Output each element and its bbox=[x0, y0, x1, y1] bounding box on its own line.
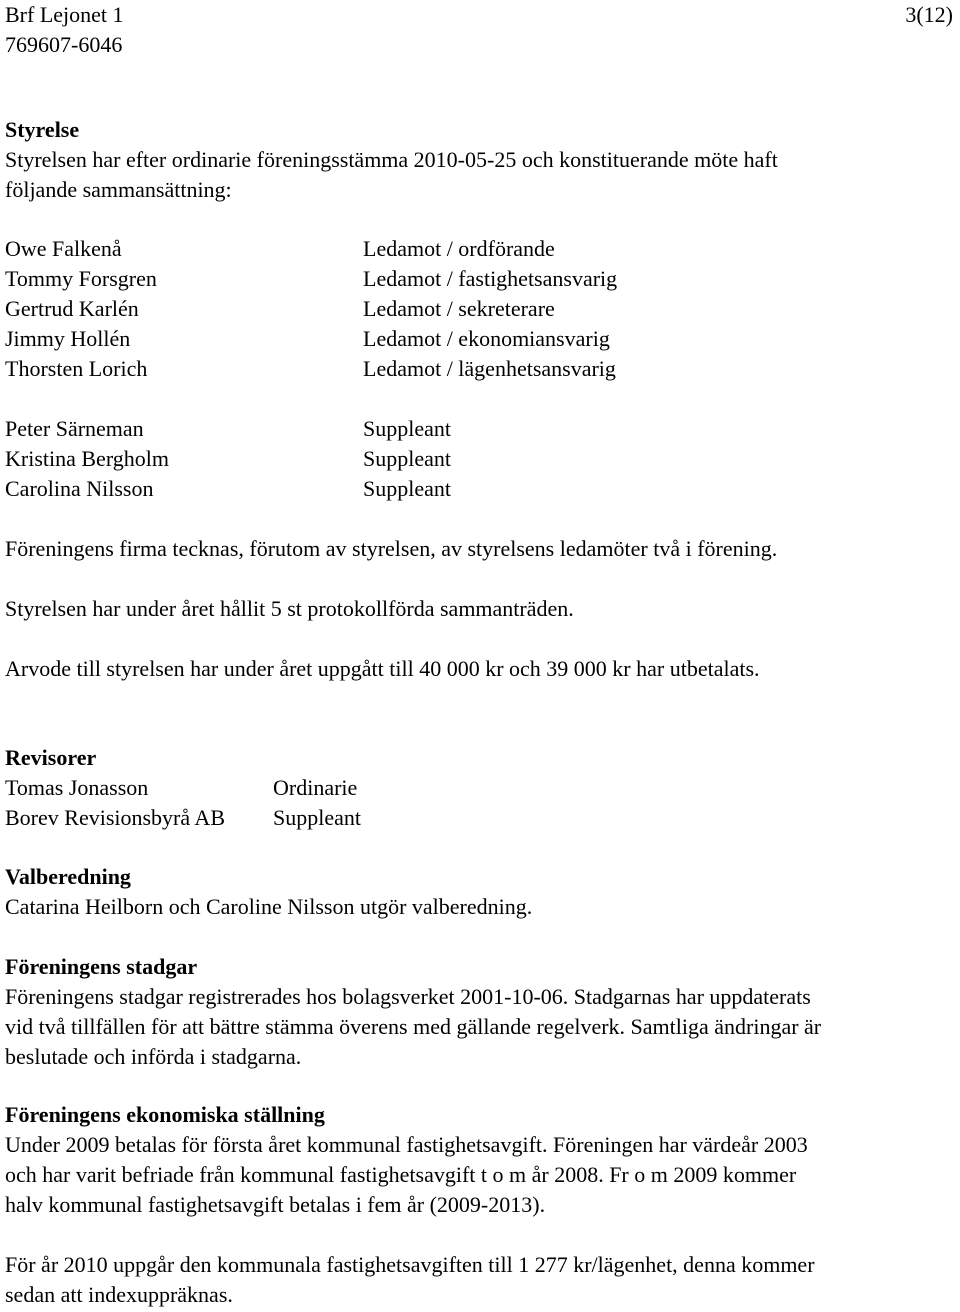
member-name: Jimmy Hollén bbox=[5, 326, 131, 351]
styrelse-heading: Styrelse bbox=[5, 117, 80, 142]
stadgar-line-2: vid två tillfällen för att bättre stämma överens med gällande regelverk. Samtliga ändringar är bbox=[5, 1014, 822, 1039]
list-item bbox=[5, 474, 705, 504]
ekonomi-line-1: Under 2009 betalas för första året kommunal fastighetsavgift. Föreningen har värdeår 2003 bbox=[5, 1132, 808, 1157]
member-role: Ledamot / ekonomiansvarig bbox=[363, 326, 610, 351]
ekonomi-section bbox=[5, 1100, 953, 1220]
meetings-text: Styrelsen har under året hållit 5 st protokollförda sammanträden. bbox=[5, 596, 574, 621]
ekonomi-line-2: och har varit befriade från kommunal fastighetsavgift t o m år 2008. Fr o m 2009 kommer bbox=[5, 1162, 797, 1187]
ekonomi-heading: Föreningens ekonomiska ställning bbox=[5, 1102, 325, 1127]
list-item bbox=[5, 354, 705, 384]
list-item bbox=[5, 234, 705, 264]
valberedning-section bbox=[5, 862, 953, 922]
list-item bbox=[5, 294, 705, 324]
ekonomi-line-3: halv kommunal fastighetsavgift betalas i fem år (2009-2013). bbox=[5, 1192, 546, 1217]
deputy-role: Suppleant bbox=[363, 416, 451, 441]
list-item bbox=[5, 773, 953, 803]
member-name: Thorsten Lorich bbox=[5, 356, 148, 381]
page-header bbox=[5, 0, 953, 60]
list-item bbox=[5, 803, 953, 833]
ekonomi-p2-line-1: För år 2010 uppgår den kommunala fastighetsavgiften till 1 277 kr/lägenhet, denna kommer bbox=[5, 1252, 815, 1277]
auditor-name: Tomas Jonasson bbox=[5, 775, 149, 800]
stadgar-line-3: beslutade och införda i stadgarna. bbox=[5, 1044, 302, 1069]
org-name: Brf Lejonet 1 bbox=[5, 2, 124, 27]
list-item bbox=[5, 264, 705, 294]
fee-text: Arvode till styrelsen har under året uppgått till 40 000 kr och 39 000 kr har utbetalats. bbox=[5, 656, 760, 681]
page-indicator: 3(12) bbox=[905, 2, 953, 27]
board-members-list bbox=[5, 234, 705, 384]
revisorer-section bbox=[5, 743, 953, 833]
deputy-name: Carolina Nilsson bbox=[5, 476, 154, 501]
stadgar-section bbox=[5, 952, 953, 1072]
auditor-role: Suppleant bbox=[273, 805, 361, 830]
revisorer-heading: Revisorer bbox=[5, 745, 97, 770]
list-item bbox=[5, 324, 705, 354]
org-number: 769607-6046 bbox=[5, 32, 123, 57]
styrelse-intro-line-2: följande sammansättning: bbox=[5, 177, 232, 202]
valberedning-heading: Valberedning bbox=[5, 864, 131, 889]
auditor-role: Ordinarie bbox=[273, 775, 358, 800]
auditor-name: Borev Revisionsbyrå AB bbox=[5, 805, 225, 830]
styrelse-intro-line-1: Styrelsen har efter ordinarie föreningsstämma 2010-05-25 och konstituerande möte haft bbox=[5, 147, 778, 172]
list-item bbox=[5, 444, 705, 474]
list-item bbox=[5, 414, 705, 444]
member-role: Ledamot / sekreterare bbox=[363, 296, 555, 321]
ekonomi-paragraph-2 bbox=[5, 1250, 953, 1310]
member-role: Ledamot / fastighetsansvarig bbox=[363, 266, 618, 291]
member-role: Ledamot / ordförande bbox=[363, 236, 555, 261]
deputy-role: Suppleant bbox=[363, 446, 451, 471]
member-name: Gertrud Karlén bbox=[5, 296, 139, 321]
member-role: Ledamot / lägenhetsansvarig bbox=[363, 356, 616, 381]
ekonomi-p2-line-2: sedan att indexuppräknas. bbox=[5, 1282, 233, 1307]
member-name: Owe Falkenå bbox=[5, 236, 122, 261]
stadgar-line-1: Föreningens stadgar registrerades hos bolagsverket 2001-10-06. Stadgarnas har uppdaterats bbox=[5, 984, 811, 1009]
board-deputies-list bbox=[5, 414, 705, 504]
member-name: Tommy Forsgren bbox=[5, 266, 157, 291]
header-left bbox=[5, 0, 124, 60]
firma-text: Föreningens firma tecknas, förutom av styrelsen, av styrelsens ledamöter två i förening. bbox=[5, 536, 778, 561]
styrelse-section bbox=[5, 115, 953, 205]
stadgar-heading: Föreningens stadgar bbox=[5, 954, 198, 979]
deputy-name: Kristina Bergholm bbox=[5, 446, 169, 471]
valberedning-text: Catarina Heilborn och Caroline Nilsson utgör valberedning. bbox=[5, 894, 533, 919]
deputy-name: Peter Särneman bbox=[5, 416, 144, 441]
deputy-role: Suppleant bbox=[363, 476, 451, 501]
